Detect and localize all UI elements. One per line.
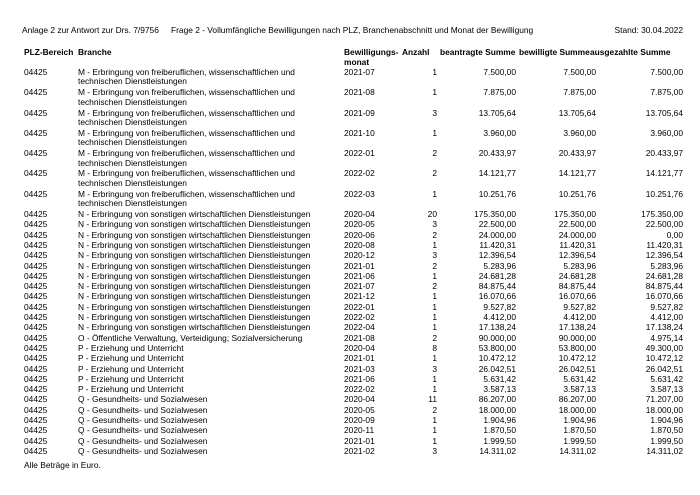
cell-bewilligt: 7.500,00 (563, 67, 596, 77)
col-header-beantragt: beantragte Summe (440, 47, 516, 57)
cell-plz: 04425 (24, 373, 48, 384)
cell-plz: 04425 (24, 291, 48, 302)
cell-beantragt: 18.000,00 (478, 404, 516, 415)
cell-monat: 2020-09 (344, 415, 375, 426)
cell-ausgezahlt: 1.870,50 (650, 425, 683, 436)
cell-branche: N - Erbringung von sonstigen wirtschaftlichen Dienstleistungen (78, 291, 311, 302)
cell-monat: 2022-01 (344, 148, 375, 159)
cell-beantragt: 24.000,00 (478, 229, 516, 240)
cell-anzahl: 1 (432, 87, 437, 98)
cell-beantragt: 10.472,12 (478, 353, 516, 364)
cell-plz: 04425 (24, 270, 48, 281)
cell-monat: 2022-03 (344, 188, 375, 199)
cell-monat: 2021-08 (344, 332, 375, 343)
cell-beantragt: 9.527,82 (483, 301, 516, 312)
cell-ausgezahlt: 10.472,12 (645, 353, 683, 364)
cell-branche: M - Erbringung von freiberuflichen, wissenschaftlichen und technischen Dienstleistungen (78, 67, 295, 87)
cell-beantragt: 175.350,00 (474, 209, 516, 220)
cell-bewilligt: 53.800,00 (558, 342, 596, 353)
cell-beantragt: 5.283,96 (483, 260, 516, 271)
cell-bewilligt: 13.705,64 (558, 107, 596, 118)
cell-branche: M - Erbringung von freiberuflichen, wissenschaftlichen und technischen Dienstleistungen (78, 107, 295, 127)
cell-bewilligt: 1.999,50 (563, 435, 596, 446)
cell-plz: 04425 (24, 353, 48, 364)
col-header-branche: Branche (78, 47, 112, 57)
cell-monat: 2021-07 (344, 67, 375, 77)
cell-monat: 2022-04 (344, 322, 375, 333)
cell-branche: O - Öffentliche Verwaltung, Verteidigung; Sozialversicherung (78, 332, 303, 343)
cell-plz: 04425 (24, 404, 48, 415)
cell-beantragt: 11.420,31 (479, 239, 516, 250)
cell-bewilligt: 22.500,00 (558, 219, 596, 230)
col-header-anzahl: Anzahl (402, 47, 430, 57)
cell-bewilligt: 24.681,28 (558, 270, 596, 281)
cell-beantragt: 84.875,44 (478, 281, 516, 292)
table-row (0, 109, 700, 129)
cell-anzahl: 3 (432, 219, 437, 230)
cell-anzahl: 11 (428, 394, 437, 405)
cell-monat: 2020-05 (344, 219, 375, 230)
cell-anzahl: 1 (432, 322, 437, 333)
cell-monat: 2022-02 (344, 312, 375, 323)
cell-branche: N - Erbringung von sonstigen wirtschaftlichen Dienstleistungen (78, 270, 311, 281)
cell-anzahl: 1 (432, 127, 437, 138)
cell-branche: N - Erbringung von sonstigen wirtschaftlichen Dienstleistungen (78, 209, 311, 220)
cell-beantragt: 13.705,64 (478, 107, 516, 118)
cell-bewilligt: 3.587,13 (563, 384, 596, 395)
cell-ausgezahlt: 11.420,31 (646, 239, 683, 250)
cell-plz: 04425 (24, 209, 48, 220)
cell-plz: 04425 (24, 87, 48, 98)
cell-beantragt: 4.412,00 (483, 312, 516, 323)
cell-branche: P - Erziehung und Unterricht (78, 384, 184, 395)
cell-branche: N - Erbringung von sonstigen wirtschaftlichen Dienstleistungen (78, 239, 311, 250)
cell-anzahl: 1 (432, 270, 437, 281)
cell-bewilligt: 26.042,51 (558, 363, 596, 374)
cell-bewilligt: 10.251,76 (558, 188, 596, 199)
cell-branche: N - Erbringung von sonstigen wirtschaftlichen Dienstleistungen (78, 312, 311, 323)
cell-monat: 2020-04 (344, 209, 375, 220)
cell-branche: N - Erbringung von sonstigen wirtschaftlichen Dienstleistungen (78, 260, 311, 271)
cell-anzahl: 2 (432, 260, 437, 271)
cell-beantragt: 24.681,28 (478, 270, 516, 281)
cell-bewilligt: 5.283,96 (563, 260, 596, 271)
cell-bewilligt: 84.875,44 (558, 281, 596, 292)
cell-ausgezahlt: 14.311,02 (646, 445, 683, 456)
cell-monat: 2020-04 (344, 394, 375, 405)
table-row (0, 68, 700, 88)
cell-beantragt: 1.904,96 (483, 415, 516, 426)
cell-beantragt: 26.042,51 (478, 363, 516, 374)
cell-monat: 2021-10 (344, 127, 375, 138)
table-body (0, 68, 700, 457)
cell-ausgezahlt: 12.396,54 (645, 250, 683, 261)
cell-anzahl: 20 (427, 209, 437, 220)
cell-monat: 2021-08 (344, 87, 375, 98)
cell-plz: 04425 (24, 107, 48, 118)
cell-monat: 2020-12 (344, 250, 375, 261)
cell-bewilligt: 14.121,77 (558, 168, 596, 179)
cell-monat: 2021-09 (344, 107, 375, 118)
cell-branche: N - Erbringung von sonstigen wirtschaftlichen Dienstleistungen (78, 301, 311, 312)
cell-branche: N - Erbringung von sonstigen wirtschaftlichen Dienstleistungen (78, 219, 311, 230)
cell-monat: 2021-01 (344, 435, 375, 446)
cell-branche: M - Erbringung von freiberuflichen, wissenschaftlichen und technischen Dienstleistungen (78, 188, 295, 209)
cell-bewilligt: 14.311,02 (559, 445, 596, 456)
cell-anzahl: 1 (432, 415, 437, 426)
cell-branche: N - Erbringung von sonstigen wirtschaftlichen Dienstleistungen (78, 250, 311, 261)
cell-monat: 2021-06 (344, 373, 375, 384)
cell-monat: 2020-08 (344, 239, 375, 250)
cell-bewilligt: 12.396,54 (558, 250, 596, 261)
cell-monat: 2021-01 (344, 353, 375, 364)
cell-branche: Q - Gesundheits- und Sozialwesen (78, 445, 208, 456)
cell-plz: 04425 (24, 425, 48, 436)
cell-plz: 04425 (24, 384, 48, 395)
cell-anzahl: 3 (432, 250, 437, 261)
cell-anzahl: 1 (432, 373, 437, 384)
cell-anzahl: 3 (432, 445, 437, 456)
cell-bewilligt: 175.350,00 (554, 209, 596, 220)
cell-ausgezahlt: 9.527,82 (650, 301, 683, 312)
col-header-bewilligt: bewilligte Summe (519, 47, 590, 57)
cell-bewilligt: 1.870,50 (563, 425, 596, 436)
cell-ausgezahlt: 84.875,44 (645, 281, 683, 292)
cell-anzahl: 1 (432, 384, 437, 395)
cell-beantragt: 10.251,76 (478, 188, 516, 199)
cell-monat: 2022-01 (344, 301, 375, 312)
cell-bewilligt: 24.000,00 (558, 229, 596, 240)
cell-plz: 04425 (24, 435, 48, 446)
cell-plz: 04425 (24, 394, 48, 405)
cell-plz: 04425 (24, 229, 48, 240)
cell-anzahl: 3 (432, 363, 437, 374)
cell-plz: 04425 (24, 67, 48, 77)
cell-beantragt: 7.500,00 (483, 67, 516, 77)
cell-ausgezahlt: 14.121,77 (645, 168, 683, 179)
cell-beantragt: 1.999,50 (483, 435, 516, 446)
cell-bewilligt: 20.433,97 (558, 148, 596, 159)
cell-ausgezahlt: 4.412,00 (650, 312, 683, 323)
cell-bewilligt: 5.631,42 (563, 373, 596, 384)
cell-beantragt: 14.121,77 (478, 168, 516, 179)
cell-branche: Q - Gesundheits- und Sozialwesen (78, 394, 208, 405)
cell-branche: M - Erbringung von freiberuflichen, wissenschaftlichen und technischen Dienstleistungen (78, 168, 295, 188)
cell-beantragt: 90.000,00 (478, 332, 516, 343)
cell-beantragt: 12.396,54 (478, 250, 516, 261)
cell-ausgezahlt: 5.631,42 (650, 373, 683, 384)
cell-plz: 04425 (24, 260, 48, 271)
cell-anzahl: 1 (432, 312, 437, 323)
table-row (0, 88, 700, 108)
cell-plz: 04425 (24, 415, 48, 426)
cell-plz: 04425 (24, 322, 48, 333)
cell-ausgezahlt: 5.283,96 (650, 260, 683, 271)
cell-beantragt: 86.207,00 (478, 394, 516, 405)
cell-ausgezahlt: 16.070,66 (645, 291, 683, 302)
table-row (0, 190, 700, 210)
cell-bewilligt: 3.960,00 (563, 127, 596, 138)
cell-branche: Q - Gesundheits- und Sozialwesen (78, 425, 208, 436)
cell-plz: 04425 (24, 301, 48, 312)
cell-anzahl: 1 (432, 435, 437, 446)
col-header-ausgezahlt: ausgezahlte Summe (590, 47, 671, 57)
cell-anzahl: 2 (432, 281, 437, 292)
cell-anzahl: 2 (432, 229, 437, 240)
cell-monat: 2021-01 (344, 260, 375, 271)
cell-plz: 04425 (24, 219, 48, 230)
cell-anzahl: 1 (432, 67, 437, 77)
cell-ausgezahlt: 7.500,00 (650, 67, 683, 77)
cell-ausgezahlt: 175.350,00 (641, 209, 683, 220)
cell-bewilligt: 16.070,66 (558, 291, 596, 302)
cell-beantragt: 7.875,00 (483, 87, 516, 98)
table-row (0, 447, 700, 457)
cell-branche: P - Erziehung und Unterricht (78, 363, 184, 374)
cell-beantragt: 3.587,13 (483, 384, 516, 395)
cell-ausgezahlt: 24.681,28 (645, 270, 683, 281)
cell-ausgezahlt: 1.999,50 (650, 435, 683, 446)
footnote: Alle Beträge in Euro. (24, 460, 101, 470)
cell-anzahl: 1 (432, 425, 437, 436)
cell-ausgezahlt: 3.960,00 (650, 127, 683, 138)
cell-monat: 2021-12 (344, 291, 375, 302)
cell-monat: 2020-11 (344, 425, 375, 436)
cell-bewilligt: 18.000,00 (558, 404, 596, 415)
cell-anzahl: 2 (432, 404, 437, 415)
table-row (0, 149, 700, 169)
cell-plz: 04425 (24, 148, 48, 159)
cell-bewilligt: 10.472,12 (558, 353, 596, 364)
cell-ausgezahlt: 17.138,24 (645, 322, 683, 333)
cell-beantragt: 3.960,00 (483, 127, 516, 138)
cell-ausgezahlt: 7.875,00 (650, 87, 683, 98)
cell-ausgezahlt: 71.207,00 (645, 394, 683, 405)
cell-anzahl: 1 (432, 291, 437, 302)
cell-monat: 2021-06 (344, 270, 375, 281)
cell-beantragt: 20.433,97 (478, 148, 516, 159)
cell-plz: 04425 (24, 312, 48, 323)
cell-ausgezahlt: 49.300,00 (645, 342, 683, 353)
status-date: Stand: 30.04.2022 (614, 25, 683, 35)
cell-branche: Q - Gesundheits- und Sozialwesen (78, 415, 208, 426)
cell-branche: P - Erziehung und Unterricht (78, 353, 184, 364)
cell-anzahl: 1 (432, 353, 437, 364)
cell-bewilligt: 86.207,00 (558, 394, 596, 405)
cell-ausgezahlt: 3.587,13 (650, 384, 683, 395)
col-header-monat: Bewilligungs-monat (344, 47, 399, 67)
cell-beantragt: 1.870,50 (483, 425, 516, 436)
cell-monat: 2020-05 (344, 404, 375, 415)
cell-ausgezahlt: 10.251,76 (645, 188, 683, 199)
cell-monat: 2021-03 (344, 363, 375, 374)
cell-beantragt: 16.070,66 (478, 291, 516, 302)
cell-bewilligt: 1.904,96 (563, 415, 596, 426)
cell-beantragt: 53.800,00 (478, 342, 516, 353)
cell-anzahl: 2 (432, 148, 437, 159)
cell-ausgezahlt: 22.500,00 (645, 219, 683, 230)
cell-beantragt: 14.311,02 (479, 445, 516, 456)
cell-anzahl: 1 (432, 239, 437, 250)
cell-plz: 04425 (24, 281, 48, 292)
cell-branche: M - Erbringung von freiberuflichen, wissenschaftlichen und technischen Dienstleistungen (78, 87, 295, 107)
cell-monat: 2022-02 (344, 384, 375, 395)
cell-plz: 04425 (24, 168, 48, 179)
cell-ausgezahlt: 18.000,00 (645, 404, 683, 415)
cell-plz: 04425 (24, 342, 48, 353)
cell-branche: P - Erziehung und Unterricht (78, 342, 184, 353)
cell-bewilligt: 17.138,24 (558, 322, 596, 333)
cell-beantragt: 22.500,00 (478, 219, 516, 230)
cell-bewilligt: 90.000,00 (558, 332, 596, 343)
cell-monat: 2020-04 (344, 342, 375, 353)
cell-bewilligt: 11.420,31 (559, 239, 596, 250)
cell-ausgezahlt: 13.705,64 (645, 107, 683, 118)
cell-branche: N - Erbringung von sonstigen wirtschaftlichen Dienstleistungen (78, 322, 311, 333)
cell-plz: 04425 (24, 239, 48, 250)
col-header-plz: PLZ-Bereich (24, 47, 74, 57)
cell-plz: 04425 (24, 250, 48, 261)
cell-ausgezahlt: 4.975,14 (650, 332, 683, 343)
cell-anzahl: 3 (432, 107, 437, 118)
cell-plz: 04425 (24, 127, 48, 138)
cell-branche: N - Erbringung von sonstigen wirtschaftlichen Dienstleistungen (78, 229, 311, 240)
cell-monat: 2021-07 (344, 281, 375, 292)
document-title: Frage 2 - Vollumfängliche Bewilligungen nach PLZ, Branchenabschnitt und Monat der Bewilligung (171, 25, 534, 35)
cell-ausgezahlt: 20.433,97 (645, 148, 683, 159)
cell-bewilligt: 7.875,00 (563, 87, 596, 98)
cell-anzahl: 8 (432, 342, 437, 353)
cell-anzahl: 1 (432, 301, 437, 312)
cell-plz: 04425 (24, 363, 48, 374)
cell-monat: 2020-06 (344, 229, 375, 240)
cell-branche: Q - Gesundheits- und Sozialwesen (78, 435, 208, 446)
cell-plz: 04425 (24, 332, 48, 343)
cell-anzahl: 2 (432, 168, 437, 179)
cell-branche: P - Erziehung und Unterricht (78, 373, 184, 384)
cell-monat: 2021-02 (344, 445, 375, 456)
cell-beantragt: 5.631,42 (483, 373, 516, 384)
cell-branche: M - Erbringung von freiberuflichen, wissenschaftlichen und technischen Dienstleistungen (78, 148, 295, 168)
cell-bewilligt: 4.412,00 (563, 312, 596, 323)
cell-anzahl: 1 (432, 188, 437, 199)
cell-anzahl: 2 (432, 332, 437, 343)
annex-label: Anlage 2 zur Antwort zur Drs. 7/9756 (22, 25, 159, 35)
cell-plz: 04425 (24, 445, 48, 456)
cell-ausgezahlt: 1.904,96 (650, 415, 683, 426)
cell-branche: M - Erbringung von freiberuflichen, wissenschaftlichen und technischen Dienstleistungen (78, 127, 295, 148)
cell-plz: 04425 (24, 188, 48, 199)
table-row (0, 354, 700, 364)
cell-ausgezahlt: 0,00 (666, 229, 683, 240)
cell-branche: N - Erbringung von sonstigen wirtschaftlichen Dienstleistungen (78, 281, 311, 292)
cell-monat: 2022-02 (344, 168, 375, 179)
table-row (0, 129, 700, 149)
table-row (0, 169, 700, 189)
cell-ausgezahlt: 26.042,51 (645, 363, 683, 374)
cell-branche: Q - Gesundheits- und Sozialwesen (78, 404, 208, 415)
cell-beantragt: 17.138,24 (478, 322, 516, 333)
table-header (0, 48, 700, 68)
cell-bewilligt: 9.527,82 (563, 301, 596, 312)
